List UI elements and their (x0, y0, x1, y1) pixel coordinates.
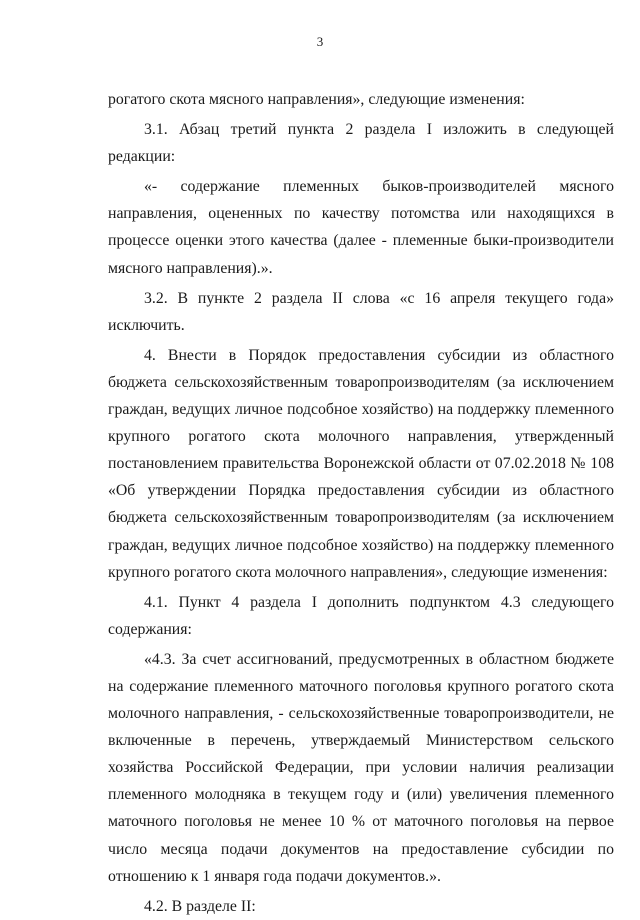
paragraph-item-4: 4. Внести в Порядок предоставления субсидии из областного бюджета сельскохозяйственным товаропроизводителям (за исключением граждан, ведущих личное подсобное хозяйство) на поддержку племенного крупного рогатого скота молочного направления, утвержденный постановлением правительства Воронежской области от 07.02.2018 № 108 «Об утверждении Порядка предоставления субсидии из областного бюджета сельскохозяйственным товаропроизводителям (за исключением граждан, ведущих личное подсобное хозяйство) на поддержку племенного крупного рогатого скота молочного направления», следующие изменения: (108, 346, 614, 581)
page-number: 3 (316, 34, 324, 49)
paragraph-continuation: рогатого скота мясного направления», следующие изменения: (108, 91, 525, 108)
paragraph-item-4-1: 4.1. Пункт 4 раздела I дополнить подпунктом 4.3 следующего содержания: (108, 593, 614, 638)
paragraph-quoted-amendment: «- содержание племенных быков-производителей мясного направления, оцененных по качеству потомства или находящихся в процессе оценки этого качества (далее - племенные быки-производители мясного направления).». (108, 178, 614, 277)
paragraph-item-4-2: 4.2. В разделе II: (144, 897, 256, 915)
document-body (108, 86, 614, 920)
paragraph-item-3-1: 3.1. Абзац третий пункта 2 раздела I изложить в следующей редакции: (108, 121, 614, 166)
paragraph-item-3-2: 3.2. В пункте 2 раздела II слова «с 16 апреля текущего года» исключить. (108, 289, 614, 334)
paragraph-item-4-3-quoted: «4.3. За счет ассигнований, предусмотренных в областном бюджете на содержание племенного маточного поголовья крупного рогатого скота молочного направления, - сельскохозяйственные товаропроизводители, не включенные в перечень, утверждаемый Министерством сельского хозяйства Российской Федерации, при условии наличия реализации племенного молодняка в текущем году и (или) увеличения племенного маточного поголовья не менее 10 % от маточного поголовья на первое число месяца подачи документов на предоставление субсидии по отношению к 1 января года подачи документов.». (108, 650, 614, 885)
